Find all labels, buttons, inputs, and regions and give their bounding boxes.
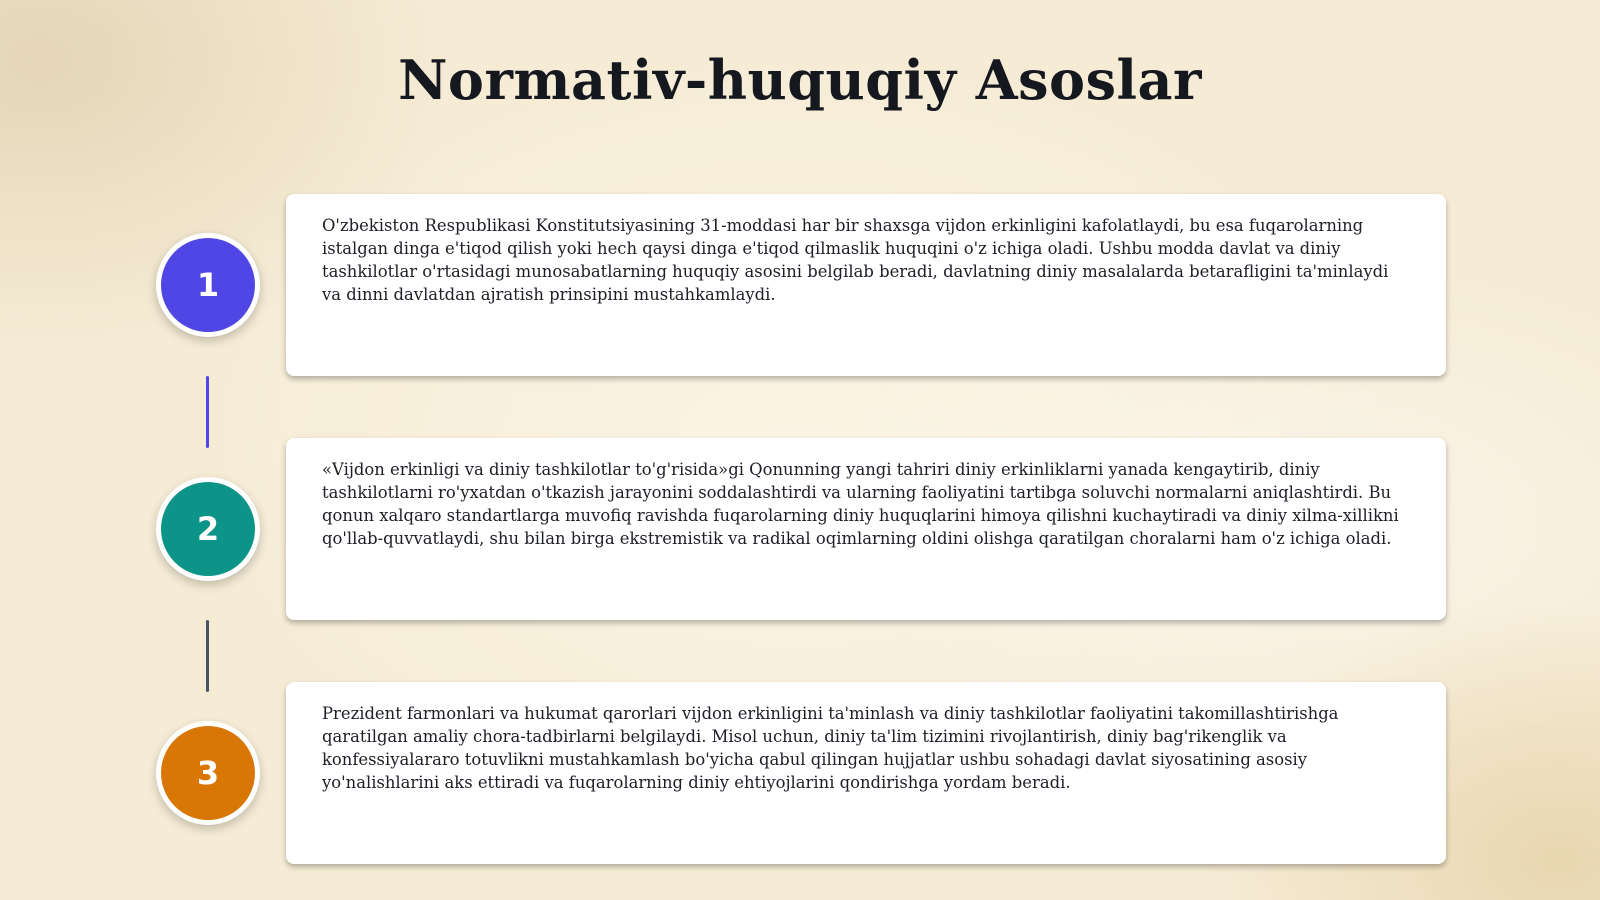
step-number: 1 xyxy=(196,266,220,304)
step-text: O'zbekiston Respublikasi Konstitutsiyasining 31-moddasi har bir shaxsga vijdon erkinligini kafolatlaydi, bu esa fuqarolarning istalgan dinga e'tiqod qilish yoki hech qaysi dinga e'tiqod qilmaslik huquqini o'z ichiga oladi. Ushbu modda davlat va diniy tashkilotlar o'rtasidagi munosabatlarning huquqiy asosini belgilab beradi, davlatning diniy masalalarda betarafligini ta'minlaydi va dinni davlatdan ajratish prinsipini mustahkamlaydi. xyxy=(322,216,1389,304)
step-number-badge xyxy=(156,721,260,825)
page-title: Normativ-huquqiy Asoslar xyxy=(398,48,1202,112)
step-card xyxy=(286,682,1446,864)
step-card xyxy=(286,194,1446,376)
step-card xyxy=(286,438,1446,620)
step-number-badge xyxy=(156,233,260,337)
step-number-badge xyxy=(156,477,260,581)
step-number: 3 xyxy=(196,754,220,792)
step-number: 2 xyxy=(196,510,220,548)
step-text: Prezident farmonlari va hukumat qarorlari vijdon erkinligini ta'minlash va diniy tashkilotlar faoliyatini takomillashtirishga qaratilgan amaliy chora-tadbirlarni belgilaydi. Misol uchun, diniy ta'lim tizimini rivojlantirish, diniy bag'rikenglik va konfessiyalararo totuvlikni mustahkamlash bo'yicha qabul qilingan hujjatlar ushbu sohadagi davlat siyosatining asosiy yo'nalishlarini aks ettiradi va fuqarolarning diniy ehtiyojlarini qondirishga yordam beradi. xyxy=(322,704,1339,792)
timeline-connector xyxy=(206,376,209,448)
step-text: «Vijdon erkinligi va diniy tashkilotlar to'g'risida»gi Qonunning yangi tahriri diniy erkinliklarni yanada kengaytirib, diniy tashkilotlarni ro'yxatdan o'tkazish jarayonini soddalashtirdi va ularning faoliyatini tartibga soluvchi normalarni aniqlashtirdi. Bu qonun xalqaro standartlarga muvofiq ravishda fuqarolarning diniy huquqlarini himoya qilishni kuchaytiradi va diniy xilma-xillikni qo'llab-quvvatlaydi, shu bilan birga ekstremistik va radikal oqimlarning oldini olishga qaratilgan choralarni ham o'z ichiga oladi. xyxy=(322,460,1399,548)
timeline-connector xyxy=(206,620,209,692)
